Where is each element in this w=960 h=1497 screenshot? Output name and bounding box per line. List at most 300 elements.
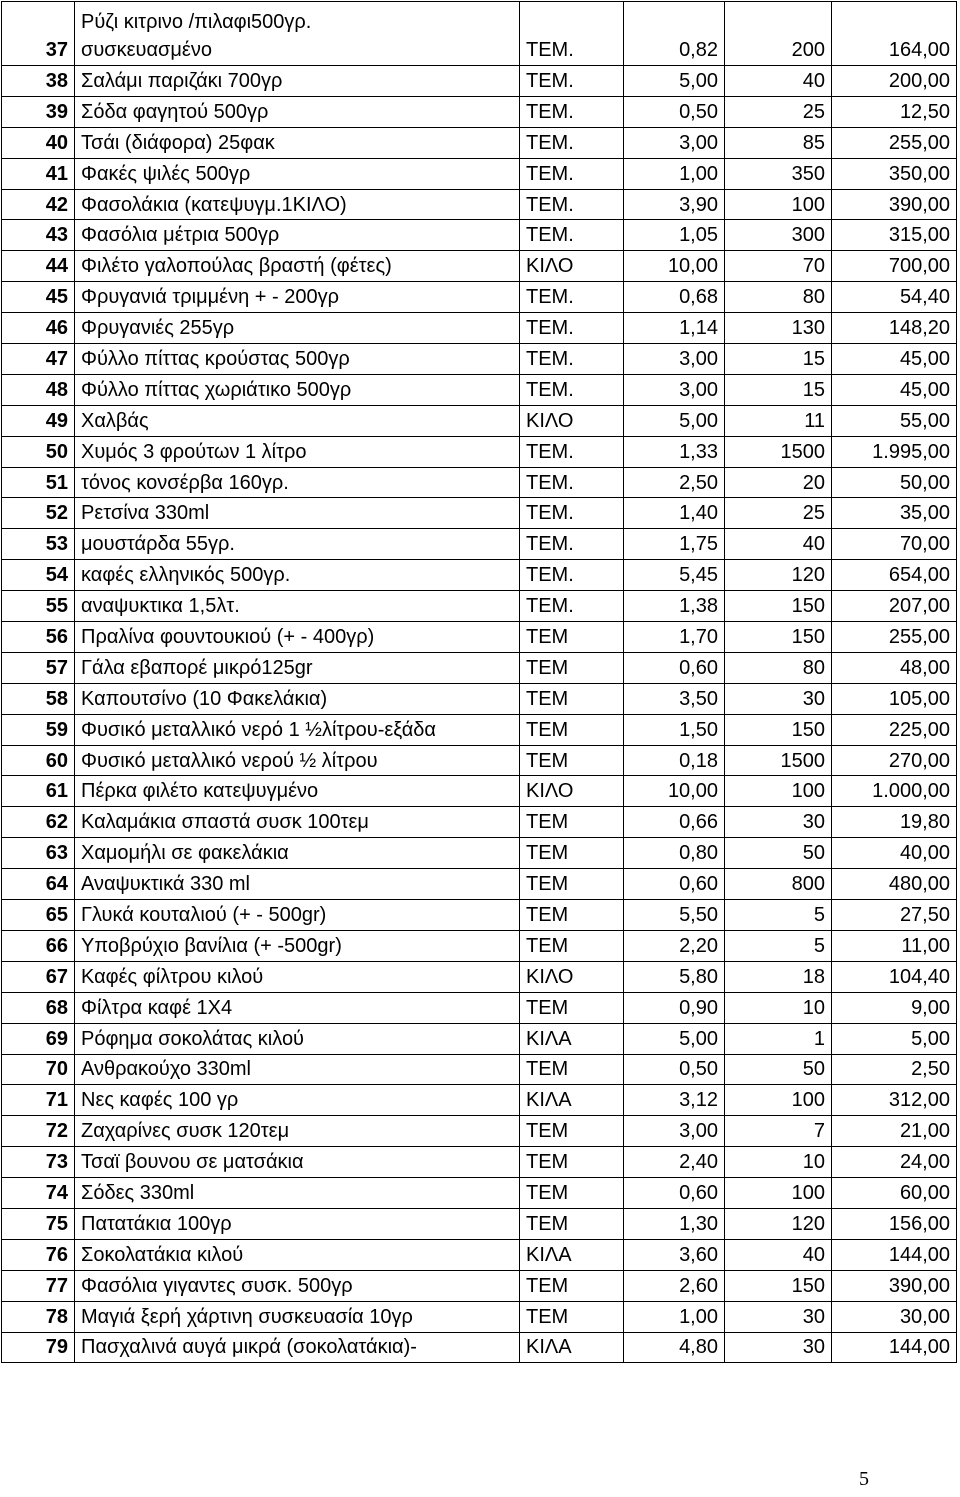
item-unit: ΚΙΛΟ — [520, 776, 624, 807]
item-unit-price: 5,00 — [624, 1023, 725, 1054]
item-description: Καπουτσίνο (10 Φακελάκια) — [75, 683, 520, 714]
item-unit-price: 3,00 — [624, 127, 725, 158]
item-unit: ΤΕΜ. — [520, 127, 624, 158]
item-unit: ΤΕΜ. — [520, 282, 624, 313]
item-total: 312,00 — [832, 1085, 957, 1116]
table-row — [2, 529, 957, 560]
table-row — [2, 961, 957, 992]
item-total: 315,00 — [832, 220, 957, 251]
item-total: 104,40 — [832, 961, 957, 992]
item-description: Σόδες 330ml — [75, 1178, 520, 1209]
item-quantity: 7 — [725, 1116, 832, 1147]
item-description: Φύλλο πίττας κρούστας 500γρ — [75, 344, 520, 375]
item-number: 76 — [2, 1239, 75, 1270]
item-quantity: 85 — [725, 127, 832, 158]
item-number: 61 — [2, 776, 75, 807]
item-unit: ΤΕΜ. — [520, 313, 624, 344]
item-number: 51 — [2, 467, 75, 498]
item-total: 1.000,00 — [832, 776, 957, 807]
item-description: Τσάι (διάφορα) 25φακ — [75, 127, 520, 158]
item-unit: ΤΕΜ. — [520, 344, 624, 375]
item-unit-price: 0,82 — [624, 2, 725, 66]
item-unit-price: 3,50 — [624, 683, 725, 714]
item-description: Φρυγανιές 255γρ — [75, 313, 520, 344]
item-unit-price: 5,45 — [624, 560, 725, 591]
table-row — [2, 1023, 957, 1054]
item-unit-price: 0,90 — [624, 992, 725, 1023]
item-total: 35,00 — [832, 498, 957, 529]
item-quantity: 5 — [725, 900, 832, 931]
item-number: 54 — [2, 560, 75, 591]
table-row — [2, 652, 957, 683]
table-row — [2, 66, 957, 97]
table-row — [2, 807, 957, 838]
item-total: 19,80 — [832, 807, 957, 838]
item-unit-price: 5,00 — [624, 66, 725, 97]
item-unit: ΚΙΛΟ — [520, 961, 624, 992]
item-quantity: 10 — [725, 992, 832, 1023]
items-table — [1, 1, 957, 1363]
item-unit: ΤΕΜ. — [520, 189, 624, 220]
item-total: 390,00 — [832, 189, 957, 220]
item-number: 78 — [2, 1301, 75, 1332]
item-number: 65 — [2, 900, 75, 931]
item-description: Σοκολατάκια κιλού — [75, 1239, 520, 1270]
item-total: 148,20 — [832, 313, 957, 344]
item-total: 24,00 — [832, 1147, 957, 1178]
item-number: 59 — [2, 714, 75, 745]
item-quantity: 25 — [725, 96, 832, 127]
item-quantity: 350 — [725, 158, 832, 189]
item-unit: ΤΕΜ — [520, 1147, 624, 1178]
item-unit: ΤΕΜ — [520, 1178, 624, 1209]
item-description: τόνος κονσέρβα 160γρ. — [75, 467, 520, 498]
item-total: 45,00 — [832, 374, 957, 405]
item-number: 56 — [2, 622, 75, 653]
item-total: 70,00 — [832, 529, 957, 560]
item-quantity: 100 — [725, 1085, 832, 1116]
item-total: 207,00 — [832, 591, 957, 622]
item-quantity: 150 — [725, 591, 832, 622]
item-description: Πασχαλινά αυγά μικρά (σοκολατάκια)- — [75, 1332, 520, 1363]
table-row — [2, 683, 957, 714]
table-row — [2, 344, 957, 375]
item-quantity: 300 — [725, 220, 832, 251]
item-quantity: 150 — [725, 1270, 832, 1301]
item-quantity: 150 — [725, 714, 832, 745]
table-row — [2, 776, 957, 807]
item-unit: ΤΕΜ. — [520, 96, 624, 127]
item-unit-price: 1,40 — [624, 498, 725, 529]
item-unit: ΤΕΜ — [520, 622, 624, 653]
item-quantity: 30 — [725, 807, 832, 838]
item-total: 350,00 — [832, 158, 957, 189]
item-description: Σαλάμι παριζάκι 700γρ — [75, 66, 520, 97]
item-description: Υποβρύχιο βανίλια (+ -500gr) — [75, 930, 520, 961]
item-number: 39 — [2, 96, 75, 127]
item-total: 40,00 — [832, 838, 957, 869]
items-table-body — [2, 2, 957, 1363]
item-unit-price: 0,60 — [624, 869, 725, 900]
item-number: 44 — [2, 251, 75, 282]
item-quantity: 100 — [725, 776, 832, 807]
item-unit-price: 0,18 — [624, 745, 725, 776]
item-total: 11,00 — [832, 930, 957, 961]
item-unit-price: 0,50 — [624, 96, 725, 127]
item-quantity: 15 — [725, 344, 832, 375]
item-quantity: 40 — [725, 529, 832, 560]
item-number: 71 — [2, 1085, 75, 1116]
item-unit-price: 1,05 — [624, 220, 725, 251]
table-row — [2, 1054, 957, 1085]
item-number: 60 — [2, 745, 75, 776]
table-row — [2, 127, 957, 158]
item-number: 50 — [2, 436, 75, 467]
item-description: καφές ελληνικός 500γρ. — [75, 560, 520, 591]
item-unit-price: 1,33 — [624, 436, 725, 467]
item-description: Μαγιά ξερή χάρτινη συσκευασία 10γρ — [75, 1301, 520, 1332]
item-unit-price: 0,80 — [624, 838, 725, 869]
item-total: 45,00 — [832, 344, 957, 375]
item-unit: ΤΕΜ — [520, 745, 624, 776]
item-quantity: 100 — [725, 189, 832, 220]
item-quantity: 15 — [725, 374, 832, 405]
item-unit: ΤΕΜ. — [520, 158, 624, 189]
item-total: 48,00 — [832, 652, 957, 683]
item-total: 21,00 — [832, 1116, 957, 1147]
item-description: Ρόφημα σοκολάτας κιλού — [75, 1023, 520, 1054]
item-description: Πραλίνα φουντουκιού (+ - 400γρ) — [75, 622, 520, 653]
table-row — [2, 1147, 957, 1178]
table-row — [2, 560, 957, 591]
item-quantity: 80 — [725, 282, 832, 313]
item-number: 62 — [2, 807, 75, 838]
item-description: Πέρκα φιλέτο κατεψυγμένο — [75, 776, 520, 807]
table-row — [2, 189, 957, 220]
item-quantity: 130 — [725, 313, 832, 344]
item-total: 54,40 — [832, 282, 957, 313]
item-quantity: 150 — [725, 622, 832, 653]
item-description: Φίλτρα καφέ 1Χ4 — [75, 992, 520, 1023]
item-unit: ΤΕΜ — [520, 1116, 624, 1147]
item-unit: ΤΕΜ — [520, 714, 624, 745]
table-row — [2, 1178, 957, 1209]
item-unit-price: 1,30 — [624, 1208, 725, 1239]
table-row — [2, 1116, 957, 1147]
item-unit: ΤΕΜ — [520, 807, 624, 838]
item-number: 49 — [2, 405, 75, 436]
table-row — [2, 992, 957, 1023]
item-unit: ΤΕΜ — [520, 652, 624, 683]
item-quantity: 80 — [725, 652, 832, 683]
item-unit-price: 0,66 — [624, 807, 725, 838]
item-quantity: 30 — [725, 1332, 832, 1363]
item-unit-price: 0,60 — [624, 652, 725, 683]
item-total: 390,00 — [832, 1270, 957, 1301]
item-unit: ΤΕΜ — [520, 683, 624, 714]
item-unit-price: 3,90 — [624, 189, 725, 220]
item-total: 2,50 — [832, 1054, 957, 1085]
item-description: Ζαχαρίνες συσκ 120τεμ — [75, 1116, 520, 1147]
item-number: 46 — [2, 313, 75, 344]
item-description: Ανθρακούχο 330ml — [75, 1054, 520, 1085]
item-unit-price: 2,60 — [624, 1270, 725, 1301]
item-description: Χυμός 3 φρούτων 1 λίτρο — [75, 436, 520, 467]
item-number: 73 — [2, 1147, 75, 1178]
item-number: 48 — [2, 374, 75, 405]
table-row — [2, 622, 957, 653]
table-row — [2, 1208, 957, 1239]
page-number: 5 — [859, 1468, 869, 1490]
item-total: 144,00 — [832, 1332, 957, 1363]
item-total: 270,00 — [832, 745, 957, 776]
item-description: Γάλα εβαπορέ μικρό125gr — [75, 652, 520, 683]
item-total: 30,00 — [832, 1301, 957, 1332]
item-number: 45 — [2, 282, 75, 313]
item-unit: ΤΕΜ. — [520, 498, 624, 529]
item-total: 225,00 — [832, 714, 957, 745]
item-unit-price: 10,00 — [624, 776, 725, 807]
item-unit: ΤΕΜ. — [520, 2, 624, 66]
item-number: 66 — [2, 930, 75, 961]
item-unit: ΤΕΜ. — [520, 591, 624, 622]
item-quantity: 100 — [725, 1178, 832, 1209]
item-unit: ΤΕΜ. — [520, 66, 624, 97]
item-unit-price: 0,50 — [624, 1054, 725, 1085]
table-row — [2, 405, 957, 436]
item-unit: ΚΙΛΑ — [520, 1332, 624, 1363]
item-description: Φασολάκια (κατεψυγμ.1ΚΙΛΟ) — [75, 189, 520, 220]
item-unit-price: 2,20 — [624, 930, 725, 961]
table-row — [2, 282, 957, 313]
item-number: 64 — [2, 869, 75, 900]
item-quantity: 40 — [725, 1239, 832, 1270]
table-row — [2, 869, 957, 900]
item-total: 255,00 — [832, 127, 957, 158]
item-number: 77 — [2, 1270, 75, 1301]
item-description: Ρετσίνα 330ml — [75, 498, 520, 529]
item-total: 1.995,00 — [832, 436, 957, 467]
item-description: Χαλβάς — [75, 405, 520, 436]
item-total: 164,00 — [832, 2, 957, 66]
item-quantity: 10 — [725, 1147, 832, 1178]
item-description: Νες καφές 100 γρ — [75, 1085, 520, 1116]
item-unit-price: 1,38 — [624, 591, 725, 622]
item-unit: ΤΕΜ — [520, 900, 624, 931]
item-number: 40 — [2, 127, 75, 158]
item-quantity: 18 — [725, 961, 832, 992]
item-unit: ΤΕΜ — [520, 1208, 624, 1239]
item-description: Φιλέτο γαλοπούλας βραστή (φέτες) — [75, 251, 520, 282]
item-unit-price: 5,50 — [624, 900, 725, 931]
item-quantity: 1 — [725, 1023, 832, 1054]
item-unit-price: 1,50 — [624, 714, 725, 745]
item-quantity: 50 — [725, 1054, 832, 1085]
item-number: 67 — [2, 961, 75, 992]
table-row — [2, 313, 957, 344]
item-number: 47 — [2, 344, 75, 375]
item-description-line: Ρύζι κιτρινο /πιλαφι500γρ. — [81, 11, 312, 33]
item-unit-price: 4,80 — [624, 1332, 725, 1363]
item-description: αναψυκτικα 1,5λτ. — [75, 591, 520, 622]
item-description: Πατατάκια 100γρ — [75, 1208, 520, 1239]
table-row — [2, 251, 957, 282]
item-quantity: 800 — [725, 869, 832, 900]
item-unit-price: 0,68 — [624, 282, 725, 313]
item-quantity: 5 — [725, 930, 832, 961]
item-unit: ΤΕΜ — [520, 838, 624, 869]
item-number: 43 — [2, 220, 75, 251]
item-total: 55,00 — [832, 405, 957, 436]
table-row — [2, 467, 957, 498]
table-row — [2, 1270, 957, 1301]
item-description: Φασόλια γιγαντες συσκ. 500γρ — [75, 1270, 520, 1301]
item-description: Φυσικό μεταλλικό νερό 1 ½λίτρου-εξάδα — [75, 714, 520, 745]
table-row — [2, 930, 957, 961]
item-total: 654,00 — [832, 560, 957, 591]
item-unit-price: 3,00 — [624, 344, 725, 375]
table-row — [2, 1301, 957, 1332]
item-number: 68 — [2, 992, 75, 1023]
item-unit-price: 2,40 — [624, 1147, 725, 1178]
item-total: 12,50 — [832, 96, 957, 127]
item-unit-price: 1,14 — [624, 313, 725, 344]
item-total: 700,00 — [832, 251, 957, 282]
item-total: 5,00 — [832, 1023, 957, 1054]
item-quantity: 11 — [725, 405, 832, 436]
item-description: Αναψυκτικά 330 ml — [75, 869, 520, 900]
item-number: 75 — [2, 1208, 75, 1239]
item-number: 53 — [2, 529, 75, 560]
item-unit-price: 1,00 — [624, 158, 725, 189]
item-unit: ΤΕΜ. — [520, 529, 624, 560]
item-unit-price: 10,00 — [624, 251, 725, 282]
item-unit-price: 1,00 — [624, 1301, 725, 1332]
item-quantity: 70 — [725, 251, 832, 282]
item-unit-price: 1,75 — [624, 529, 725, 560]
item-unit: ΤΕΜ. — [520, 220, 624, 251]
item-unit: ΤΕΜ. — [520, 467, 624, 498]
item-unit-price: 5,80 — [624, 961, 725, 992]
item-unit: ΤΕΜ — [520, 1270, 624, 1301]
item-total: 144,00 — [832, 1239, 957, 1270]
item-description: μουστάρδα 55γρ. — [75, 529, 520, 560]
item-unit: ΚΙΛΟ — [520, 405, 624, 436]
item-unit-price: 3,00 — [624, 1116, 725, 1147]
item-description: Φασόλια μέτρια 500γρ — [75, 220, 520, 251]
item-total: 156,00 — [832, 1208, 957, 1239]
item-number: 42 — [2, 189, 75, 220]
item-description: Σόδα φαγητού 500γρ — [75, 96, 520, 127]
table-row — [2, 498, 957, 529]
item-number: 41 — [2, 158, 75, 189]
table-row — [2, 436, 957, 467]
item-unit-price: 2,50 — [624, 467, 725, 498]
item-description — [75, 2, 520, 66]
table-row — [2, 591, 957, 622]
item-unit-price: 3,60 — [624, 1239, 725, 1270]
item-quantity: 30 — [725, 683, 832, 714]
item-quantity: 1500 — [725, 745, 832, 776]
item-number: 38 — [2, 66, 75, 97]
item-unit-price: 5,00 — [624, 405, 725, 436]
table-row — [2, 220, 957, 251]
item-quantity: 50 — [725, 838, 832, 869]
table-row — [2, 374, 957, 405]
item-quantity: 40 — [725, 66, 832, 97]
item-total: 255,00 — [832, 622, 957, 653]
table-row — [2, 838, 957, 869]
item-quantity: 200 — [725, 2, 832, 66]
table-row — [2, 714, 957, 745]
item-unit: ΚΙΛΑ — [520, 1239, 624, 1270]
table-row — [2, 158, 957, 189]
item-number: 63 — [2, 838, 75, 869]
item-unit: ΚΙΛΑ — [520, 1023, 624, 1054]
item-number: 72 — [2, 1116, 75, 1147]
table-row — [2, 96, 957, 127]
item-description: Φακές ψιλές 500γρ — [75, 158, 520, 189]
item-description: Φύλλο πίττας χωριάτικο 500γρ — [75, 374, 520, 405]
item-total: 9,00 — [832, 992, 957, 1023]
table-row — [2, 900, 957, 931]
item-unit: ΤΕΜ — [520, 930, 624, 961]
item-number: 52 — [2, 498, 75, 529]
table-row — [2, 1085, 957, 1116]
table-row — [2, 745, 957, 776]
item-number: 79 — [2, 1332, 75, 1363]
item-unit-price: 3,12 — [624, 1085, 725, 1116]
item-description: Καφές φίλτρου κιλού — [75, 961, 520, 992]
item-unit: ΚΙΛΟ — [520, 251, 624, 282]
item-total: 105,00 — [832, 683, 957, 714]
item-quantity: 1500 — [725, 436, 832, 467]
item-description-line: συσκευασμένο — [81, 39, 212, 61]
item-number: 74 — [2, 1178, 75, 1209]
item-number: 70 — [2, 1054, 75, 1085]
item-unit: ΤΕΜ — [520, 1301, 624, 1332]
item-unit: ΤΕΜ — [520, 992, 624, 1023]
item-number: 58 — [2, 683, 75, 714]
table-row — [2, 1239, 957, 1270]
item-unit: ΤΕΜ. — [520, 436, 624, 467]
item-description: Φρυγανιά τριμμένη + - 200γρ — [75, 282, 520, 313]
item-quantity: 20 — [725, 467, 832, 498]
item-unit-price: 0,60 — [624, 1178, 725, 1209]
item-number: 55 — [2, 591, 75, 622]
table-row — [2, 1332, 957, 1363]
item-description: Φυσικό μεταλλικό νερού ½ λίτρου — [75, 745, 520, 776]
item-number: 37 — [2, 2, 75, 66]
item-description: Χαμομήλι σε φακελάκια — [75, 838, 520, 869]
item-quantity: 30 — [725, 1301, 832, 1332]
item-quantity: 120 — [725, 1208, 832, 1239]
table-row — [2, 2, 957, 66]
item-description: Καλαμάκια σπαστά συσκ 100τεμ — [75, 807, 520, 838]
item-total: 60,00 — [832, 1178, 957, 1209]
item-unit: ΤΕΜ. — [520, 374, 624, 405]
item-total: 50,00 — [832, 467, 957, 498]
item-description: Γλυκά κουταλιού (+ - 500gr) — [75, 900, 520, 931]
item-unit: ΤΕΜ. — [520, 560, 624, 591]
item-description: Τσαϊ βουνου σε ματσάκια — [75, 1147, 520, 1178]
item-quantity: 120 — [725, 560, 832, 591]
item-unit: ΤΕΜ — [520, 869, 624, 900]
item-number: 69 — [2, 1023, 75, 1054]
item-total: 27,50 — [832, 900, 957, 931]
item-quantity: 25 — [725, 498, 832, 529]
item-unit-price: 3,00 — [624, 374, 725, 405]
